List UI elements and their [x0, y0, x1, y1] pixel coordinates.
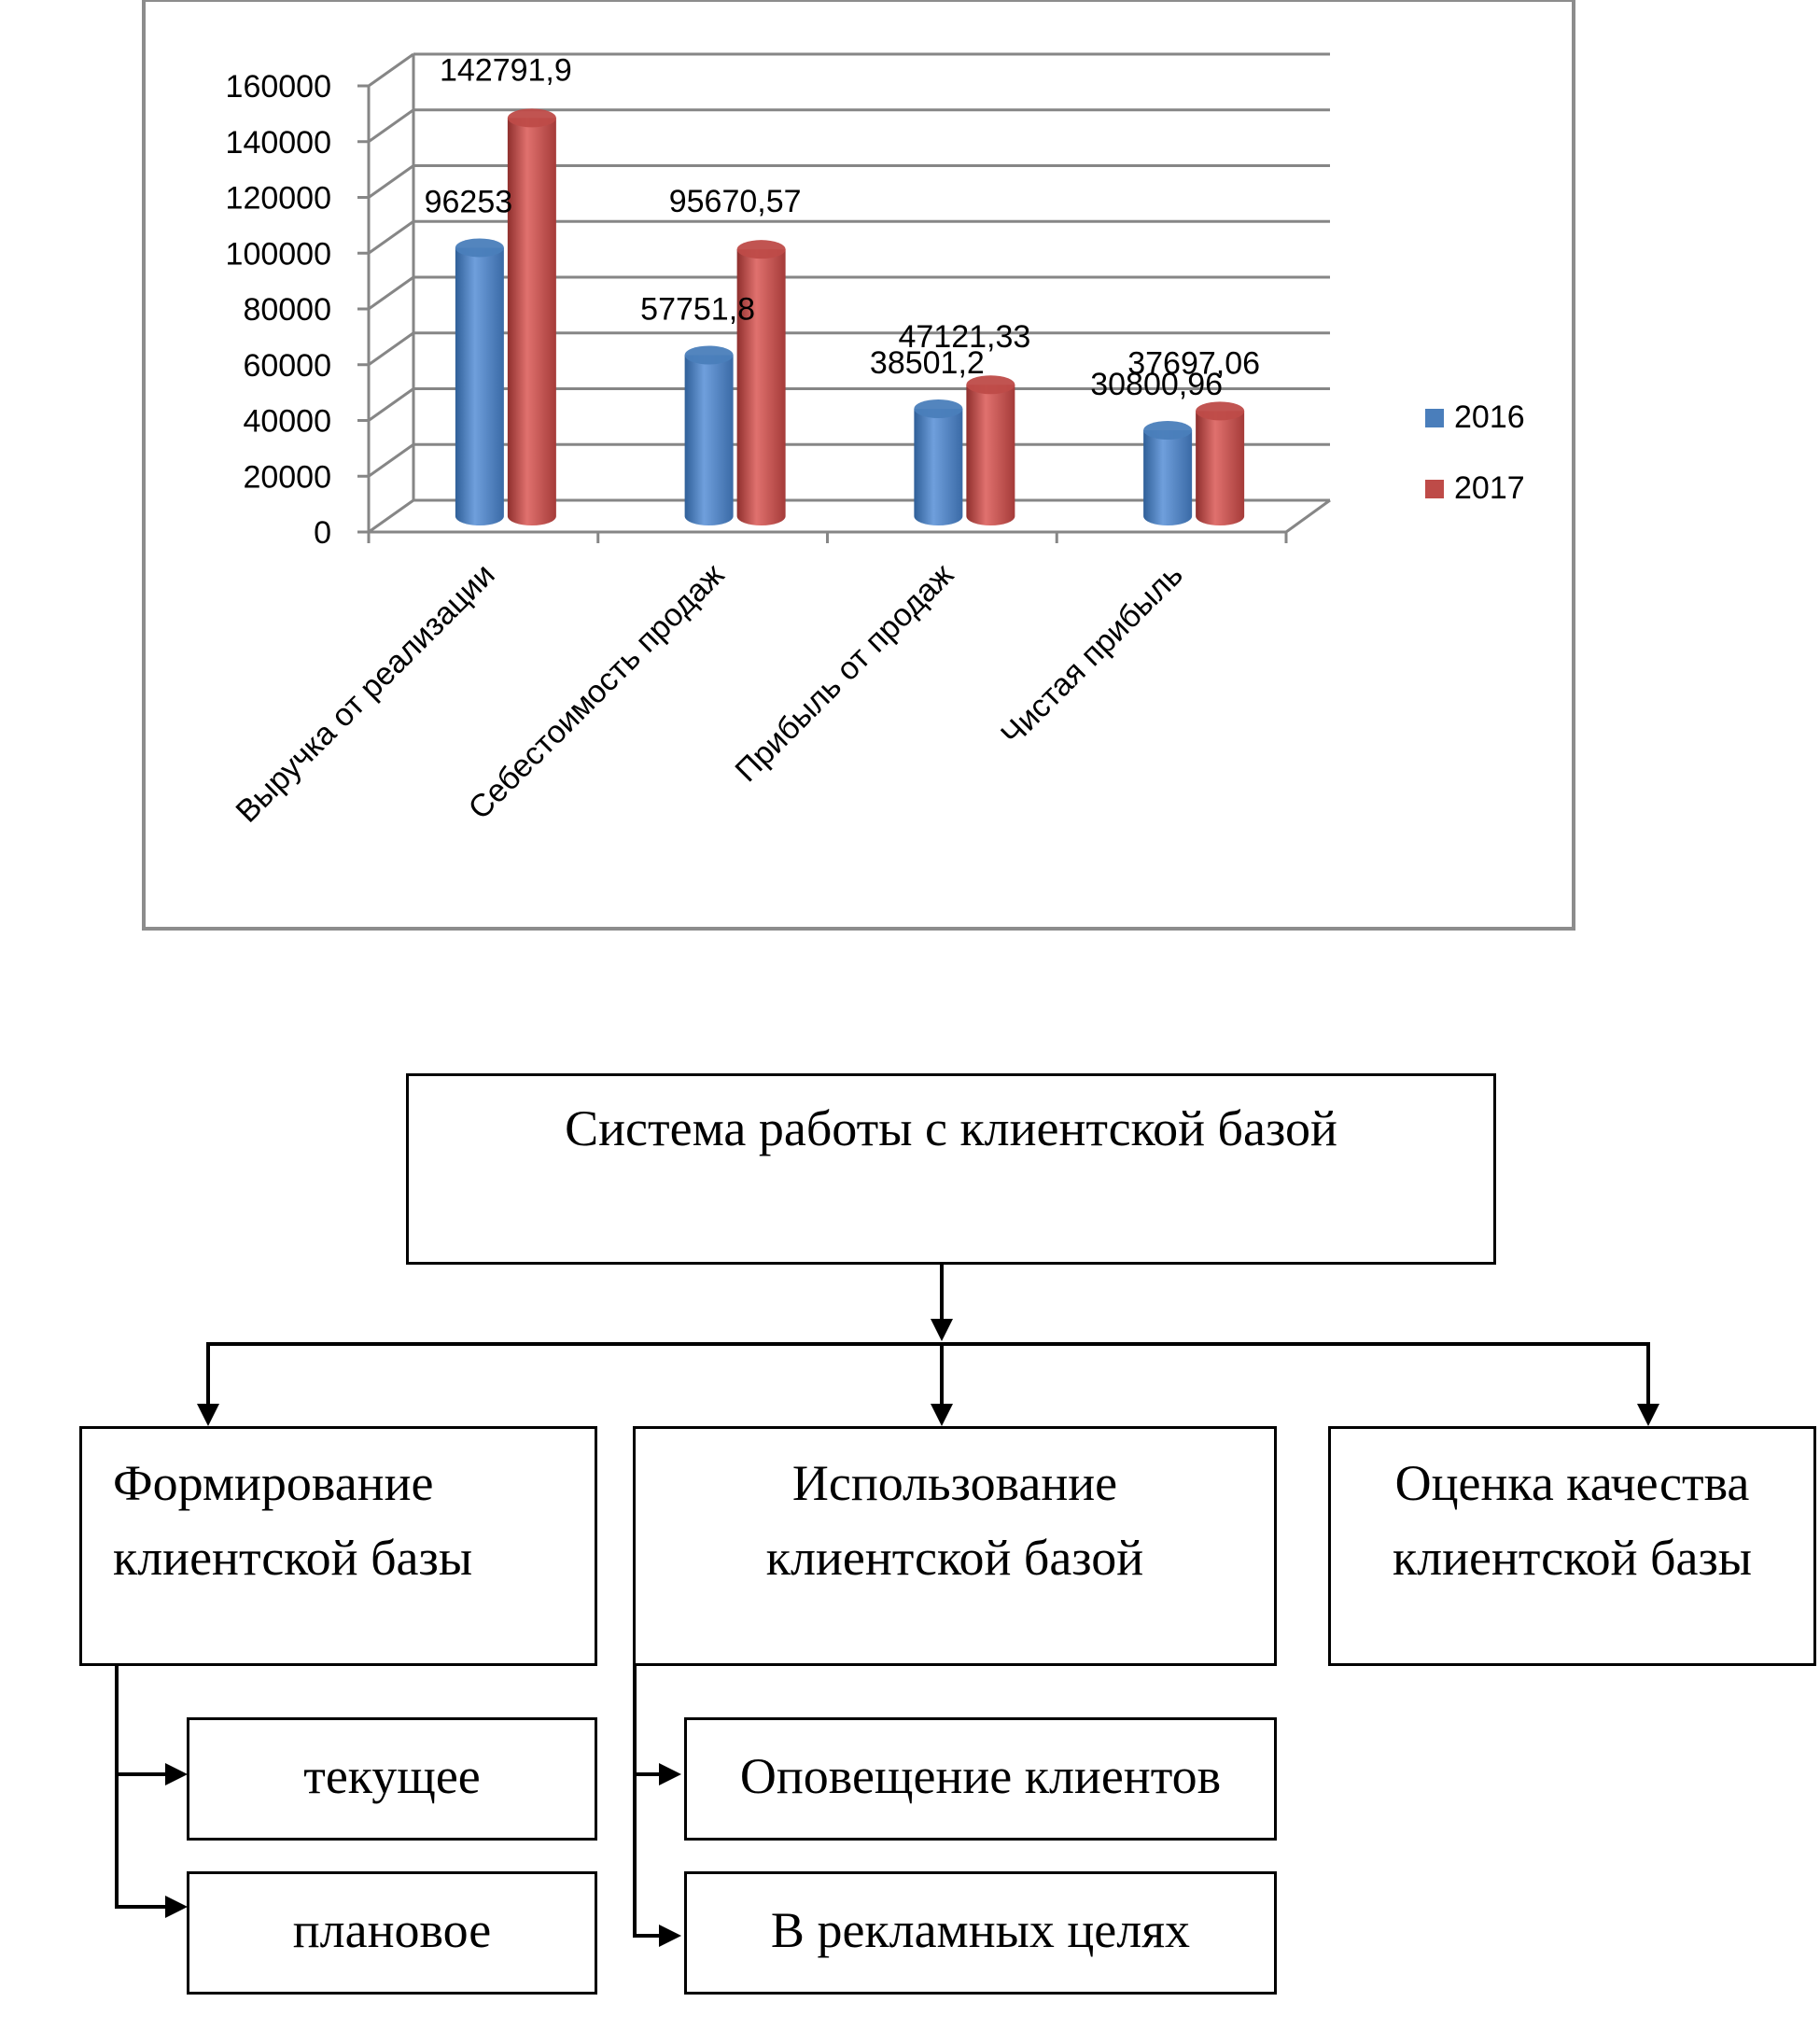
bar-2017: [1196, 411, 1244, 525]
legend-swatch: [1425, 409, 1444, 427]
data-label: 37697,06: [1127, 345, 1261, 382]
connector: [206, 1342, 210, 1407]
connector: [940, 1265, 944, 1323]
arrow-right: [165, 1896, 188, 1918]
connector: [206, 1342, 1650, 1346]
branch-label: Оценка качества: [1394, 1455, 1750, 1511]
connector: [940, 1342, 944, 1407]
legend-swatch: [1425, 480, 1444, 498]
bar-chart: [0, 0, 1820, 933]
arrow-right: [165, 1763, 188, 1785]
bar-top-2017: [737, 240, 786, 259]
data-label: 47121,33: [898, 319, 1031, 356]
connector: [633, 1772, 661, 1776]
branch-box-quality: [1328, 1426, 1816, 1666]
bar-2016: [1143, 430, 1192, 525]
y-tick-label: 20000: [243, 459, 331, 496]
bar-2016: [455, 247, 504, 525]
child-label: текущее: [303, 1748, 481, 1804]
y-tick-label: 120000: [225, 180, 331, 217]
legend-label: 2016: [1454, 399, 1525, 435]
root-box: [406, 1073, 1496, 1265]
y-tick-label: 80000: [243, 292, 331, 328]
bar-top-2016: [455, 238, 504, 257]
arrow-down: [931, 1319, 953, 1341]
bar-2016: [685, 355, 734, 525]
bar-top-2016: [1143, 421, 1192, 440]
bar-2017: [508, 118, 556, 525]
y-tick-label: 0: [314, 515, 331, 551]
data-label: 57751,8: [640, 291, 756, 328]
bar-2017: [966, 385, 1015, 525]
child-box-planned: [187, 1871, 597, 1995]
connector: [1646, 1342, 1650, 1407]
connector: [115, 1666, 119, 1909]
arrow-down: [931, 1404, 953, 1426]
connector: [633, 1666, 637, 1938]
branch-label: клиентской базы: [1392, 1530, 1753, 1586]
child-label: плановое: [292, 1902, 492, 1958]
root-label: Система работы с клиентской базой: [565, 1100, 1337, 1156]
x-category-label: Чистая прибыль: [994, 556, 1190, 753]
data-label: 38501,2: [869, 344, 985, 381]
y-tick-label: 40000: [243, 403, 331, 440]
x-category-label: Выручка от реализации: [229, 556, 502, 830]
branch-box-formation: [79, 1426, 597, 1666]
data-label: 142791,9: [439, 52, 572, 89]
y-tick-label: 100000: [225, 236, 331, 273]
y-tick-label: 140000: [225, 124, 331, 161]
arrow-down: [1637, 1404, 1659, 1426]
child-label: Оповещение клиентов: [739, 1748, 1222, 1804]
x-category-label: Прибыль от продаж: [728, 556, 961, 790]
chart-frame: [144, 0, 1574, 929]
bar-top-2017: [508, 108, 556, 127]
bar-top-2016: [914, 399, 962, 418]
connector: [633, 1934, 661, 1938]
child-box-notify: [684, 1717, 1277, 1841]
bar-top-2017: [1196, 401, 1244, 420]
arrow-down: [197, 1404, 219, 1426]
bar-top-2016: [685, 345, 734, 364]
data-label: 95670,57: [668, 184, 802, 220]
branch-label: клиентской базой: [765, 1530, 1144, 1586]
arrow-right: [659, 1925, 681, 1947]
branch-label: Формирование: [113, 1455, 434, 1511]
y-tick-label: 60000: [243, 347, 331, 384]
bar-2016: [914, 409, 962, 525]
branch-label: Использование: [791, 1455, 1118, 1511]
x-category-label: Себестоимость продаж: [461, 556, 732, 827]
data-label: 30800,96: [1090, 366, 1224, 402]
branch-box-usage: [633, 1426, 1277, 1666]
arrow-right: [659, 1763, 681, 1785]
legend-label: 2017: [1454, 470, 1525, 506]
connector: [115, 1772, 167, 1776]
y-tick-label: 160000: [225, 69, 331, 105]
child-box-advertising: [684, 1871, 1277, 1995]
branch-label: клиентской базы: [113, 1530, 473, 1586]
connector: [115, 1905, 167, 1909]
child-label: В рекламных целях: [770, 1902, 1191, 1958]
child-box-current: [187, 1717, 597, 1841]
data-label: 96253: [424, 184, 513, 220]
